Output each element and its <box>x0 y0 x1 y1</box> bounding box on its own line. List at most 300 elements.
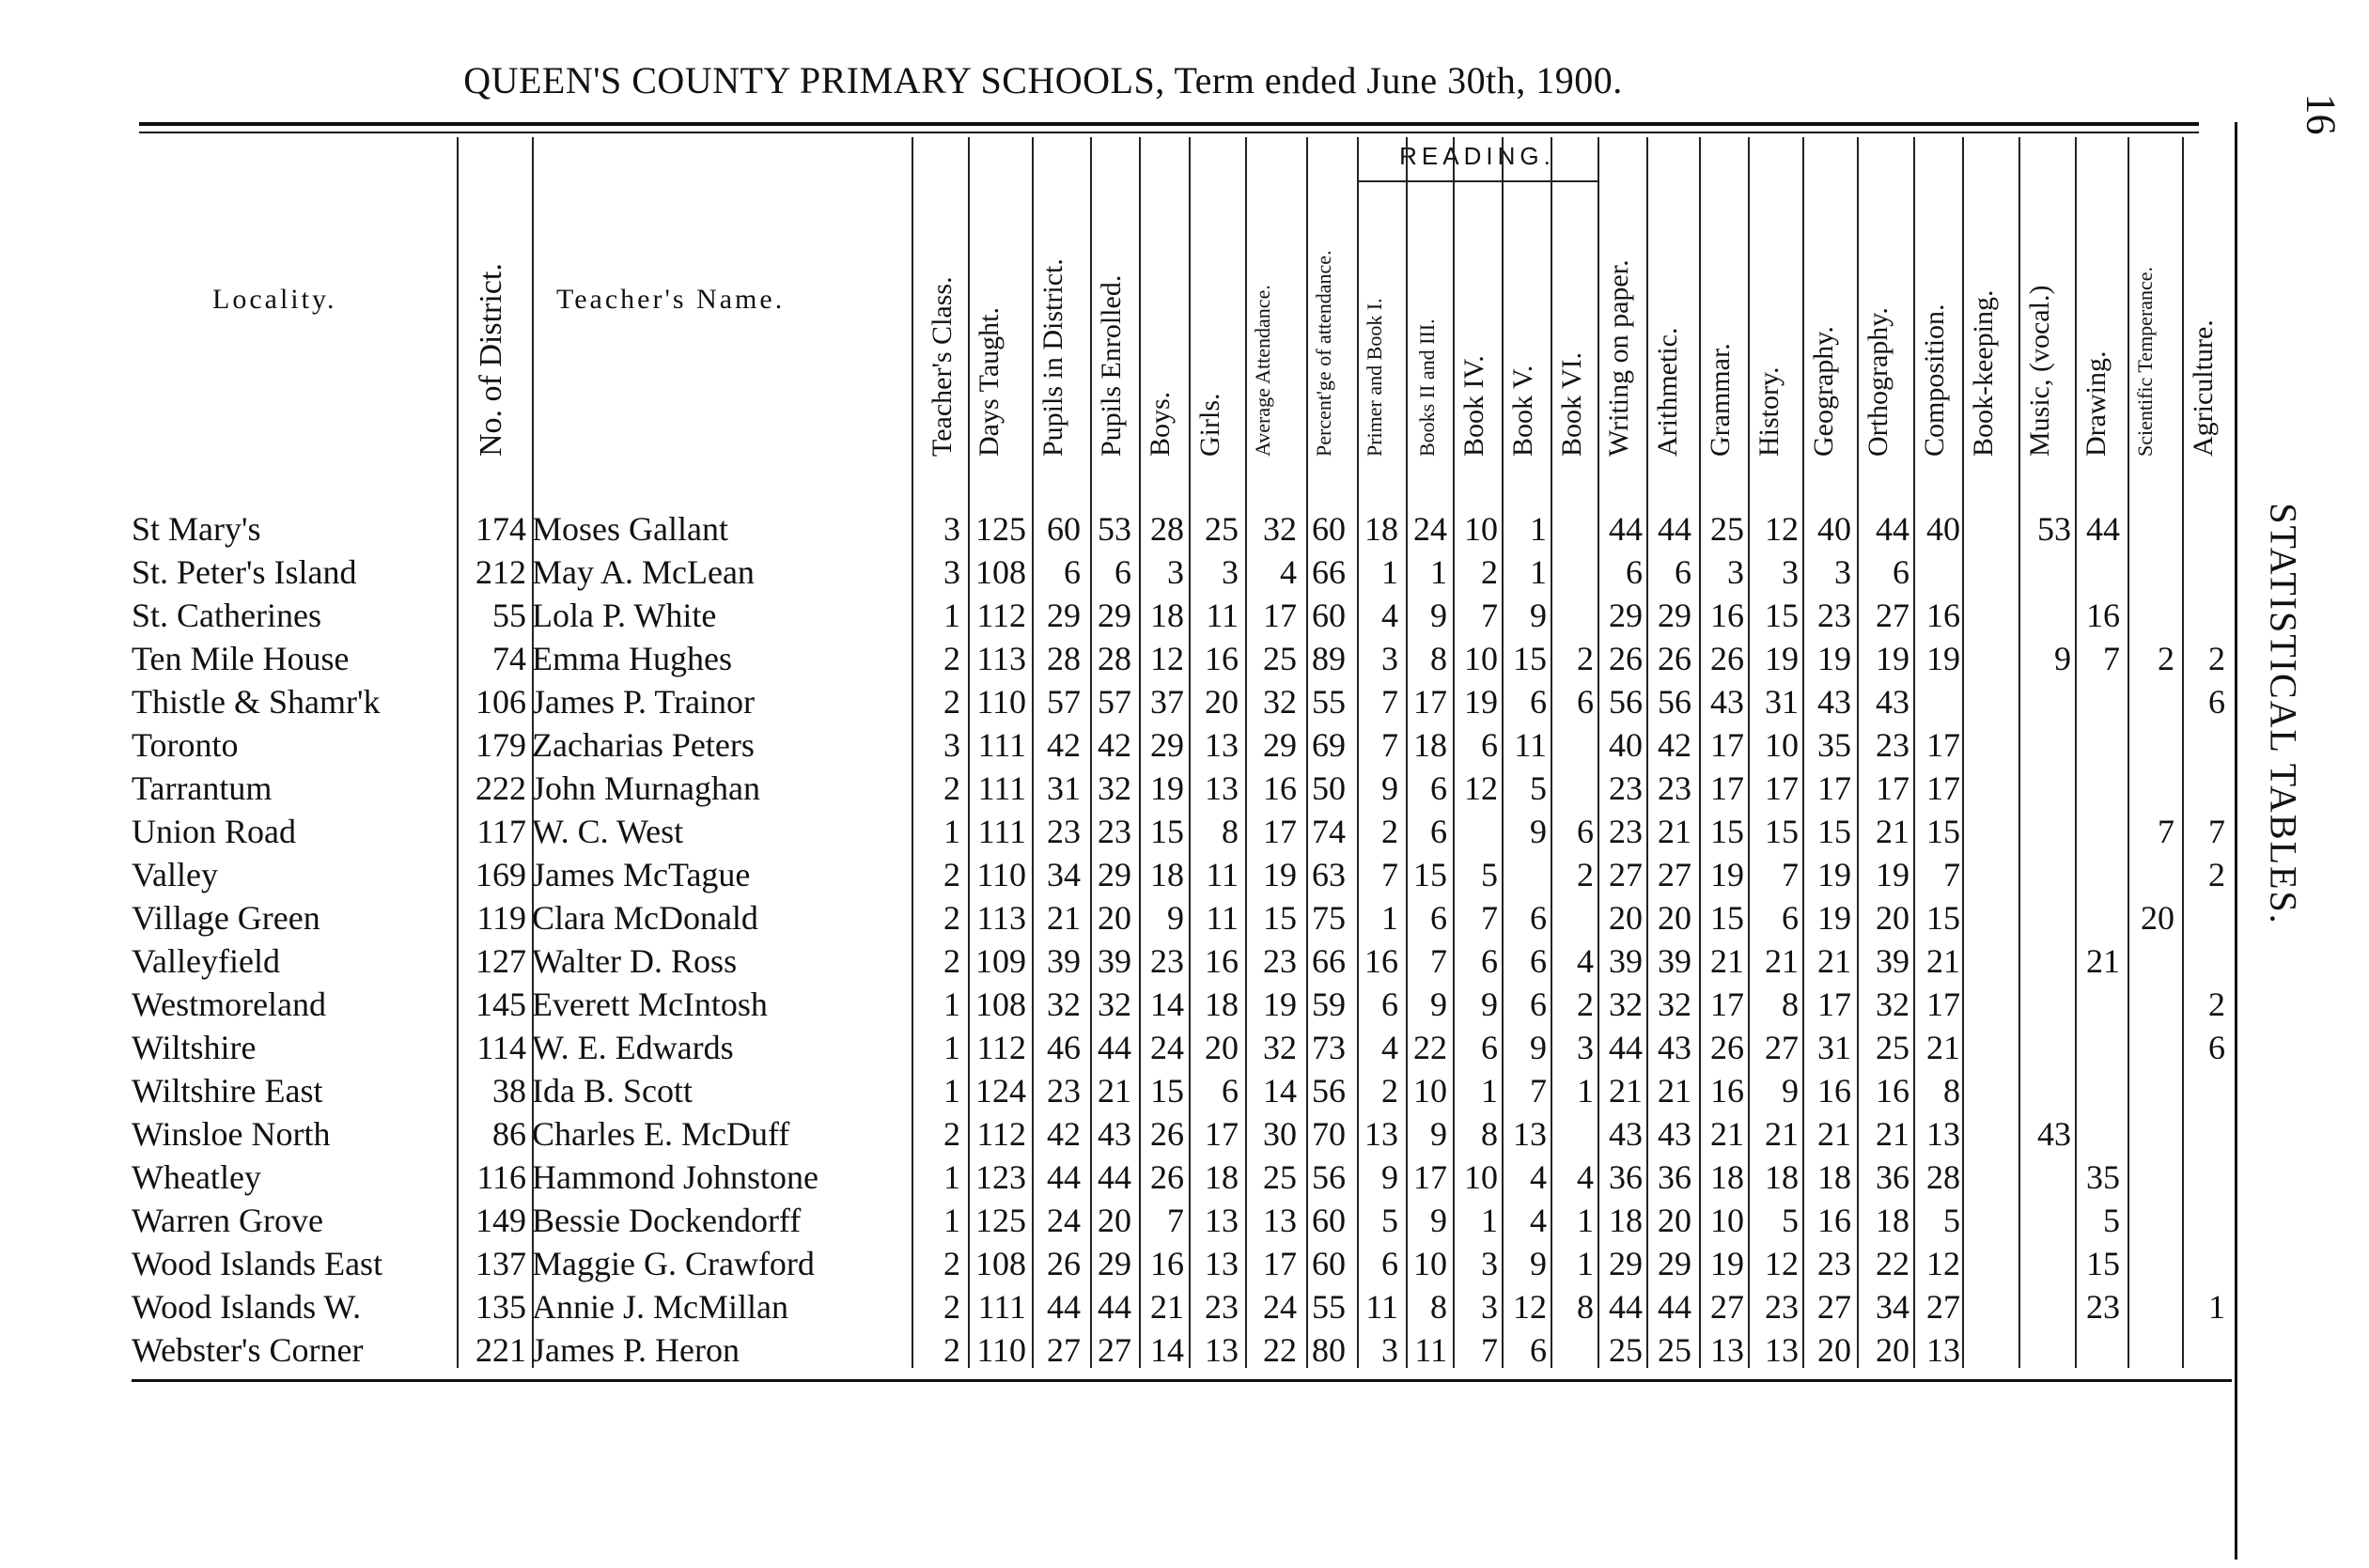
cell-stat: 23 <box>1047 813 1081 850</box>
column-rule <box>1245 137 1247 1368</box>
header-reading-group: READING. <box>1399 142 1555 170</box>
cell-stat <box>2018 1285 2071 1328</box>
header-teacher <box>556 284 785 316</box>
cell-stat: 43 <box>1658 1029 1691 1066</box>
cell-stat: 22 <box>1876 1245 1909 1282</box>
cell-locality: Valleyfield <box>132 942 280 980</box>
cell-locality: St. Peter's Island <box>132 553 357 591</box>
cell-stat: 2 <box>943 683 960 721</box>
cell-district: 38 <box>492 1072 526 1110</box>
cell-stat: 7 <box>1943 856 1960 893</box>
cell-locality: Westmoreland <box>132 986 327 1023</box>
header-stat: Agriculture. <box>2188 319 2219 457</box>
header-stat: Music, (vocal.) <box>2024 285 2055 457</box>
cell-stat: 13 <box>1926 1115 1960 1153</box>
cell-district: 222 <box>475 769 526 807</box>
cell-stat: 31 <box>1817 1029 1851 1066</box>
cell-stat: 23 <box>1609 813 1643 850</box>
cell-stat: 4 <box>1381 597 1398 634</box>
cell-stat: 2 <box>2208 640 2225 677</box>
cell-stat: 17 <box>1710 769 1744 807</box>
cell-stat: 108 <box>975 986 1026 1023</box>
cell-stat: 53 <box>2037 510 2071 548</box>
table-row <box>0 896 2255 939</box>
cell-stat: 4 <box>1577 1158 1594 1196</box>
cell-stat: 28 <box>1926 1158 1960 1196</box>
cell-stat <box>1962 723 2015 767</box>
cell-stat: 30 <box>1263 1115 1297 1153</box>
header-stat: Grammar. <box>1705 343 1736 457</box>
cell-stat: 56 <box>1312 1072 1346 1110</box>
cell-stat: 24 <box>1263 1288 1297 1326</box>
cell-stat: 6 <box>1430 899 1447 937</box>
column-rule <box>1551 137 1552 1368</box>
cell-stat: 1 <box>943 986 960 1023</box>
cell-stat: 112 <box>976 1115 1026 1153</box>
cell-stat: 2 <box>943 856 960 893</box>
cell-stat: 7 <box>1782 856 1799 893</box>
cell-district: 74 <box>492 640 526 677</box>
cell-stat <box>1962 896 2015 939</box>
header-stat: Book IV. <box>1458 355 1489 457</box>
cell-stat: 31 <box>1047 769 1081 807</box>
cell-stat <box>2182 723 2225 767</box>
cell-stat: 15 <box>1817 813 1851 850</box>
cell-stat: 9 <box>1430 1202 1447 1239</box>
cell-stat: 20 <box>1658 899 1691 937</box>
header-stat: History. <box>1753 366 1785 457</box>
cell-stat: 39 <box>1658 942 1691 980</box>
cell-stat: 15 <box>1150 813 1184 850</box>
cell-stat <box>1962 1328 2015 1372</box>
header-stat: Girls. <box>1194 393 1225 457</box>
cell-locality: Wiltshire East <box>132 1072 323 1110</box>
cell-teacher: W. C. West <box>532 813 684 850</box>
cell-stat: 9 <box>1430 597 1447 634</box>
cell-stat <box>2018 1069 2071 1112</box>
cell-stat: 32 <box>1047 986 1081 1023</box>
cell-stat: 9 <box>1530 1029 1547 1066</box>
cell-stat: 44 <box>1609 510 1643 548</box>
cell-stat: 11 <box>1206 899 1239 937</box>
cell-stat: 50 <box>1312 769 1346 807</box>
cell-stat: 12 <box>1765 510 1799 548</box>
cell-stat <box>1962 1112 2015 1156</box>
cell-stat: 55 <box>1312 1288 1346 1326</box>
cell-stat: 8 <box>1943 1072 1960 1110</box>
header-stat: Book V. <box>1507 365 1538 457</box>
cell-stat: 8 <box>1430 640 1447 677</box>
cell-stat: 8 <box>1430 1288 1447 1326</box>
cell-stat: 66 <box>1312 553 1346 591</box>
cell-stat: 19 <box>1765 640 1799 677</box>
cell-stat <box>1962 1069 2015 1112</box>
cell-stat: 39 <box>1098 942 1131 980</box>
cell-stat: 60 <box>1312 510 1346 548</box>
cell-locality: Wood Islands East <box>132 1245 383 1282</box>
cell-locality: Wood Islands W. <box>132 1288 362 1326</box>
cell-stat: 125 <box>975 1202 1026 1239</box>
cell-stat: 14 <box>1150 1331 1184 1369</box>
cell-stat: 7 <box>2103 640 2120 677</box>
cell-stat: 32 <box>1263 683 1297 721</box>
cell-stat: 2 <box>943 769 960 807</box>
header-stat: Teacher's Class. <box>927 276 958 457</box>
cell-stat: 9 <box>1381 1158 1398 1196</box>
cell-stat: 23 <box>1098 813 1131 850</box>
cell-district: 106 <box>475 683 526 721</box>
cell-stat: 21 <box>1926 1029 1960 1066</box>
cell-stat: 32 <box>1263 1029 1297 1066</box>
cell-stat <box>2018 1328 2071 1372</box>
cell-stat: 12 <box>1926 1245 1960 1282</box>
cell-stat: 19 <box>1263 856 1297 893</box>
cell-stat: 6 <box>1114 553 1131 591</box>
cell-stat: 13 <box>1513 1115 1547 1153</box>
cell-stat: 1 <box>1530 510 1547 548</box>
cell-stat: 44 <box>1609 1029 1643 1066</box>
cell-stat: 44 <box>1098 1288 1131 1326</box>
cell-stat: 10 <box>1413 1072 1447 1110</box>
cell-stat <box>2018 680 2071 723</box>
cell-stat: 17 <box>1263 1245 1297 1282</box>
cell-teacher: W. E. Edwards <box>532 1029 734 1066</box>
cell-stat <box>2182 896 2225 939</box>
cell-stat: 17 <box>1926 726 1960 764</box>
column-rule <box>1453 137 1455 1368</box>
cell-stat <box>2182 939 2225 983</box>
column-rule <box>1646 137 1648 1368</box>
cell-locality: Ten Mile House <box>132 640 350 677</box>
header-district: No. of District. <box>474 263 508 457</box>
cell-stat <box>1453 810 1498 853</box>
cell-stat <box>2182 1112 2225 1156</box>
cell-stat: 56 <box>1609 683 1643 721</box>
cell-stat: 6 <box>1481 942 1498 980</box>
cell-stat: 23 <box>1765 1288 1799 1326</box>
cell-stat: 23 <box>1205 1288 1239 1326</box>
cell-stat: 11 <box>1414 1331 1447 1369</box>
cell-stat: 36 <box>1609 1158 1643 1196</box>
cell-stat: 13 <box>1710 1331 1744 1369</box>
page-number: 16 <box>2298 93 2345 135</box>
cell-stat: 28 <box>1150 510 1184 548</box>
cell-stat: 12 <box>1150 640 1184 677</box>
cell-stat <box>2018 1242 2071 1285</box>
cell-stat: 34 <box>1876 1288 1909 1326</box>
cell-stat: 44 <box>1876 510 1909 548</box>
cell-stat: 15 <box>1765 813 1799 850</box>
cell-stat: 11 <box>1206 856 1239 893</box>
side-title: STATISTICAL TABLES. <box>2262 503 2305 925</box>
table-row <box>0 767 2255 810</box>
column-rule <box>968 137 970 1368</box>
cell-stat <box>2127 551 2174 594</box>
table-row <box>0 810 2255 853</box>
cell-stat: 1 <box>1577 1245 1594 1282</box>
cell-stat: 1 <box>1481 1072 1498 1110</box>
cell-stat: 17 <box>1876 769 1909 807</box>
cell-locality: Tarrantum <box>132 769 273 807</box>
cell-stat: 18 <box>1205 986 1239 1023</box>
cell-stat: 20 <box>1876 1331 1909 1369</box>
cell-stat: 1 <box>1577 1202 1594 1239</box>
cell-stat: 22 <box>1413 1029 1447 1066</box>
cell-stat: 3 <box>943 726 960 764</box>
cell-stat: 6 <box>1530 942 1547 980</box>
cell-teacher: Walter D. Ross <box>532 942 738 980</box>
column-rule <box>1802 137 1804 1368</box>
table-row <box>0 1199 2255 1242</box>
cell-stat: 15 <box>1926 813 1960 850</box>
cell-stat: 2 <box>943 640 960 677</box>
cell-stat: 6 <box>1530 1331 1547 1369</box>
header-stat: Scientific Temperance. <box>2133 266 2157 457</box>
cell-stat: 6 <box>1381 986 1398 1023</box>
cell-stat: 25 <box>1609 1331 1643 1369</box>
cell-stat: 44 <box>1658 1288 1691 1326</box>
table-row <box>0 939 2255 983</box>
cell-stat: 9 <box>1430 1115 1447 1153</box>
cell-district: 145 <box>475 986 526 1023</box>
cell-stat: 16 <box>1817 1202 1851 1239</box>
cell-stat: 20 <box>1658 1202 1691 1239</box>
cell-stat: 12 <box>1464 769 1498 807</box>
cell-stat: 42 <box>1098 726 1131 764</box>
cell-stat: 17 <box>1205 1115 1239 1153</box>
cell-stat: 63 <box>1312 856 1346 893</box>
cell-stat: 16 <box>1263 769 1297 807</box>
cell-stat: 18 <box>1710 1158 1744 1196</box>
cell-stat: 29 <box>1098 856 1131 893</box>
cell-stat: 15 <box>1926 899 1960 937</box>
cell-stat <box>2075 1328 2120 1372</box>
cell-stat: 37 <box>1150 683 1184 721</box>
cell-stat <box>2182 1242 2225 1285</box>
cell-stat: 8 <box>1577 1288 1594 1326</box>
cell-stat <box>2018 896 2071 939</box>
cell-stat: 26 <box>1710 640 1744 677</box>
cell-stat: 43 <box>2037 1115 2071 1153</box>
cell-stat <box>1962 1026 2015 1069</box>
cell-stat: 53 <box>1098 510 1131 548</box>
cell-stat: 2 <box>1381 1072 1398 1110</box>
header-stat: Days Taught. <box>974 307 1005 457</box>
cell-stat: 44 <box>1098 1158 1131 1196</box>
cell-stat: 9 <box>1481 986 1498 1023</box>
cell-stat: 10 <box>1765 726 1799 764</box>
table-row <box>0 1285 2255 1328</box>
cell-district: 212 <box>475 553 526 591</box>
cell-stat: 4 <box>1530 1202 1547 1239</box>
cell-stat: 42 <box>1047 1115 1081 1153</box>
cell-stat: 7 <box>1381 856 1398 893</box>
cell-stat: 36 <box>1658 1158 1691 1196</box>
cell-stat <box>1962 853 2015 896</box>
cell-stat <box>1962 767 2015 810</box>
cell-stat: 21 <box>1876 1115 1909 1153</box>
cell-locality: Valley <box>132 856 218 893</box>
cell-stat: 56 <box>1658 683 1691 721</box>
cell-stat: 5 <box>1481 856 1498 893</box>
cell-stat: 7 <box>1167 1202 1184 1239</box>
cell-stat <box>2075 983 2120 1026</box>
cell-stat: 25 <box>1710 510 1744 548</box>
cell-stat: 7 <box>2208 813 2225 850</box>
header-teacher-text: Teacher's Name. <box>556 284 786 315</box>
cell-stat <box>1962 810 2015 853</box>
cell-stat <box>1962 939 2015 983</box>
cell-locality: St. Catherines <box>132 597 321 634</box>
table-row <box>0 1242 2255 1285</box>
cell-stat: 13 <box>1926 1331 1960 1369</box>
cell-stat: 26 <box>1658 640 1691 677</box>
cell-stat <box>2127 507 2174 551</box>
cell-stat: 3 <box>1727 553 1744 591</box>
cell-stat: 15 <box>1710 813 1744 850</box>
cell-stat: 23 <box>1263 942 1297 980</box>
cell-stat: 73 <box>1312 1029 1346 1066</box>
cell-stat: 35 <box>2086 1158 2120 1196</box>
cell-stat: 24 <box>1047 1202 1081 1239</box>
cell-stat: 29 <box>1609 1245 1643 1282</box>
cell-stat: 6 <box>1064 553 1081 591</box>
column-rule <box>912 137 913 1368</box>
cell-stat <box>2018 594 2071 637</box>
cell-stat: 26 <box>1150 1158 1184 1196</box>
cell-teacher: Everett McIntosh <box>532 986 768 1023</box>
cell-stat: 2 <box>943 1115 960 1153</box>
cell-stat: 19 <box>1263 986 1297 1023</box>
header-stat: Orthography. <box>1862 307 1894 457</box>
cell-stat: 6 <box>1222 1072 1239 1110</box>
cell-stat: 32 <box>1609 986 1643 1023</box>
cell-stat <box>1551 1112 1594 1156</box>
cell-district: 174 <box>475 510 526 548</box>
cell-stat: 19 <box>1710 1245 1744 1282</box>
cell-stat: 4 <box>1280 553 1297 591</box>
cell-stat <box>2127 1026 2174 1069</box>
cell-stat: 6 <box>1782 899 1799 937</box>
cell-stat <box>2075 853 2120 896</box>
cell-stat: 17 <box>1413 683 1447 721</box>
cell-stat: 16 <box>1710 1072 1744 1110</box>
cell-stat: 16 <box>2086 597 2120 634</box>
table-row <box>0 637 2255 680</box>
cell-stat: 11 <box>1206 597 1239 634</box>
column-rule <box>1357 137 1359 1368</box>
cell-stat: 31 <box>1765 683 1799 721</box>
cell-district: 86 <box>492 1115 526 1153</box>
cell-stat: 27 <box>1817 1288 1851 1326</box>
cell-stat: 2 <box>1577 986 1594 1023</box>
cell-stat: 21 <box>1658 1072 1691 1110</box>
cell-stat: 27 <box>1765 1029 1799 1066</box>
cell-stat: 3 <box>1481 1245 1498 1282</box>
cell-stat <box>1962 1156 2015 1199</box>
column-rule <box>1090 137 1092 1368</box>
cell-stat: 1 <box>943 597 960 634</box>
header-stat: Arithmetic. <box>1652 327 1683 457</box>
column-rule <box>1962 137 1964 1368</box>
cell-stat: 43 <box>1609 1115 1643 1153</box>
cell-stat <box>2127 1069 2174 1112</box>
cell-locality: Webster's Corner <box>132 1331 364 1369</box>
cell-stat: 39 <box>1609 942 1643 980</box>
cell-stat: 44 <box>2086 510 2120 548</box>
cell-stat: 11 <box>1514 726 1547 764</box>
cell-stat <box>2127 1199 2174 1242</box>
cell-stat: 20 <box>1876 899 1909 937</box>
column-rule <box>2018 137 2020 1368</box>
cell-stat <box>2127 1242 2174 1285</box>
cell-stat: 3 <box>943 553 960 591</box>
cell-stat: 6 <box>1481 1029 1498 1066</box>
cell-stat: 1 <box>1530 553 1547 591</box>
cell-district: 119 <box>476 899 526 937</box>
cell-stat: 15 <box>1150 1072 1184 1110</box>
header-stat: Writing on paper. <box>1603 259 1634 457</box>
cell-stat: 9 <box>1430 986 1447 1023</box>
cell-stat <box>2018 1026 2071 1069</box>
cell-stat <box>1962 637 2015 680</box>
cell-stat: 9 <box>1530 813 1547 850</box>
table-row <box>0 680 2255 723</box>
table-row <box>0 507 2255 551</box>
cell-stat: 89 <box>1312 640 1346 677</box>
cell-stat: 17 <box>1710 986 1744 1023</box>
cell-stat: 7 <box>1481 899 1498 937</box>
cell-stat: 35 <box>1817 726 1851 764</box>
cell-stat: 25 <box>1876 1029 1909 1066</box>
column-rule <box>1032 137 1034 1368</box>
cell-stat <box>1913 680 1960 723</box>
cell-stat: 123 <box>975 1158 1026 1196</box>
cell-stat: 1 <box>943 813 960 850</box>
column-rule <box>1502 137 1504 1368</box>
cell-stat <box>2075 767 2120 810</box>
cell-teacher: Ida B. Scott <box>532 1072 693 1110</box>
cell-stat: 29 <box>1098 1245 1131 1282</box>
cell-stat: 12 <box>1765 1245 1799 1282</box>
cell-stat: 16 <box>1205 942 1239 980</box>
cell-stat: 17 <box>1926 986 1960 1023</box>
cell-stat: 16 <box>1876 1072 1909 1110</box>
cell-stat: 2 <box>1481 553 1498 591</box>
cell-stat <box>2018 1199 2071 1242</box>
cell-stat: 18 <box>1205 1158 1239 1196</box>
cell-stat: 18 <box>1150 856 1184 893</box>
cell-stat: 26 <box>1710 1029 1744 1066</box>
cell-stat: 18 <box>1413 726 1447 764</box>
cell-stat: 109 <box>975 942 1026 980</box>
cell-stat: 20 <box>1098 1202 1131 1239</box>
cell-stat: 6 <box>1577 683 1594 721</box>
cell-stat: 14 <box>1150 986 1184 1023</box>
cell-stat: 21 <box>1150 1288 1184 1326</box>
cell-stat <box>1551 723 1594 767</box>
cell-stat: 6 <box>2208 683 2225 721</box>
cell-stat: 2 <box>2158 640 2174 677</box>
cell-stat: 57 <box>1098 683 1131 721</box>
cell-stat: 1 <box>1481 1202 1498 1239</box>
column-rule <box>1913 137 1915 1368</box>
cell-stat: 40 <box>1926 510 1960 548</box>
cell-stat: 21 <box>1609 1072 1643 1110</box>
cell-stat: 16 <box>1205 640 1239 677</box>
cell-stat: 111 <box>977 726 1026 764</box>
cell-stat <box>2075 551 2120 594</box>
